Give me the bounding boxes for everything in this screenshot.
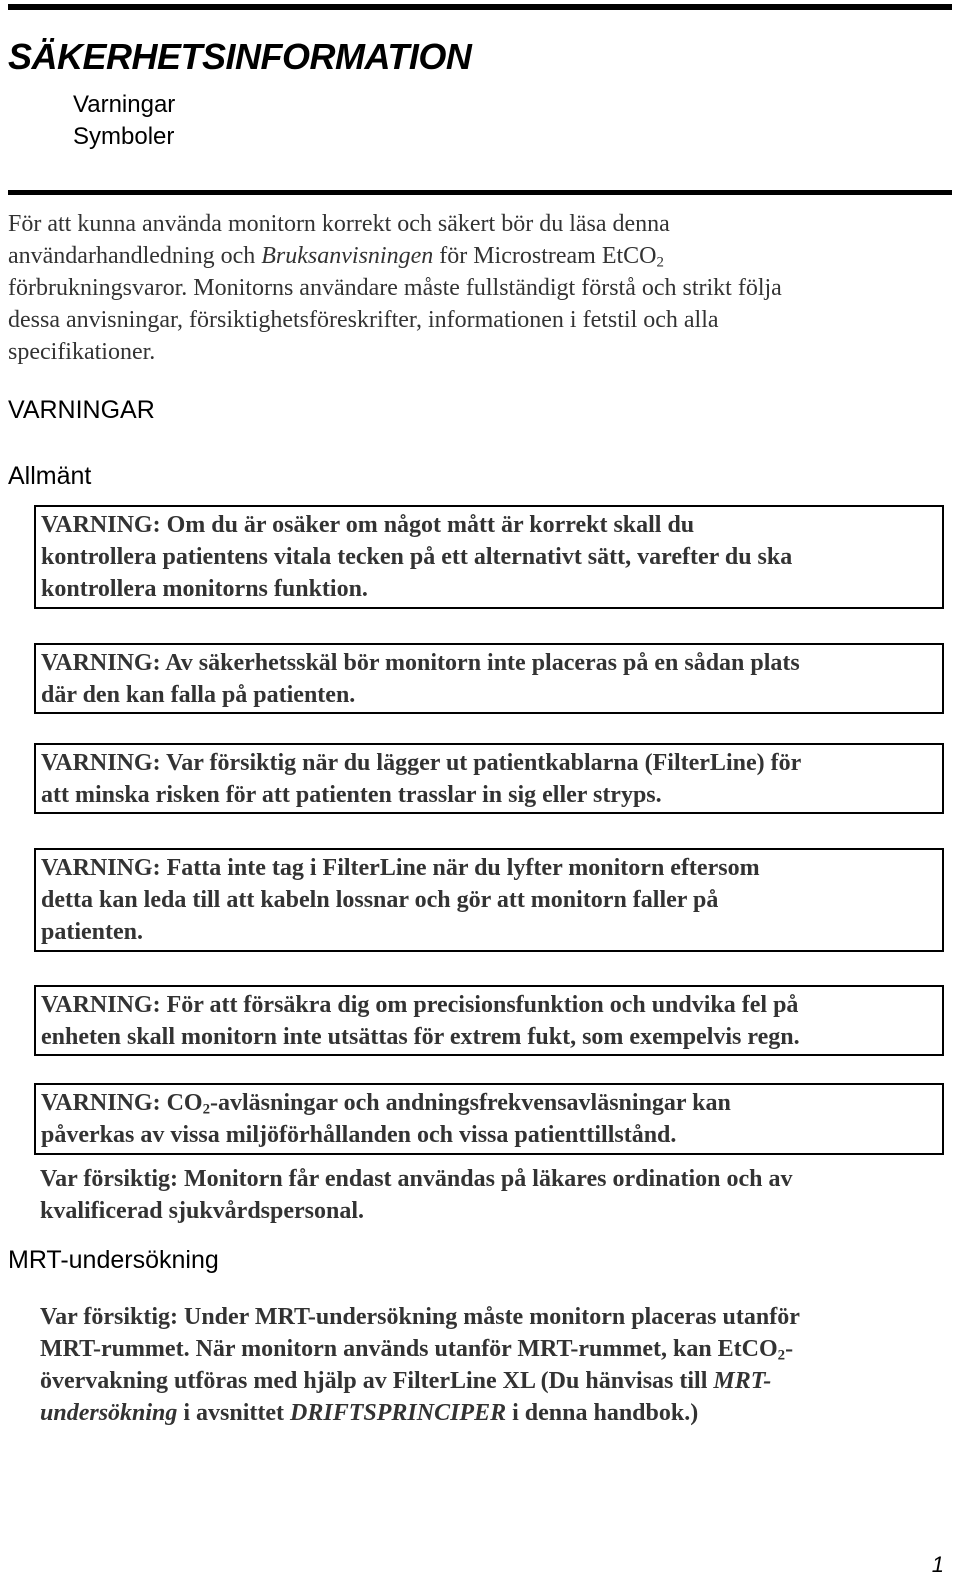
intro-paragraph xyxy=(8,208,948,368)
warning-box: VARNING: Av säkerhetsskäl bör monitorn inte placeras på en sådan plats där den kan falla på patienten. xyxy=(34,643,944,714)
intro-line: dessa anvisningar, försiktighetsföreskrifter, informationen i fetstil och alla xyxy=(8,307,719,333)
top-rule xyxy=(8,4,952,10)
general-heading: Allmänt xyxy=(8,462,92,490)
page-number: 1 xyxy=(931,1552,944,1577)
caution-note-mri: Var försiktig: Under MRT-undersökning måste monitorn placeras utanför MRT-rummet. När monitorn används utanför MRT-rummet, kan EtCO$_2$- övervakning utföras med hjälp av FilterLine XL (Du hänvisas till MRT- undersökning i avsnittet DRIFTSPRINCIPER i denna handbok.) xyxy=(40,1304,800,1426)
toc-item-varningar[interactable]: Varningar xyxy=(73,91,176,118)
intro-line: förbrukningsvaror. Monitorns användare måste fullständigt förstå och strikt följa xyxy=(8,275,782,301)
section-toc xyxy=(73,89,175,153)
intro-line: användarhandledning och Bruksanvisningen för Microstream EtCO$_2$ xyxy=(8,243,664,271)
warning-box: VARNING: För att försäkra dig om precisionsfunktion och undvika fel på enheten skall monitorn inte utsättas för extrem fukt, som exempelvis regn. xyxy=(34,985,944,1056)
warning-box: VARNING: Om du är osäker om något mått är korrekt skall du kontrollera patientens vitala tecken på ett alternativt sätt, varefter du ska kontrollera monitorns funktion. xyxy=(34,505,944,609)
warning-box: VARNING: Fatta inte tag i FilterLine när du lyfter monitorn eftersom detta kan leda till att kabeln lossnar och gör att monitorn faller på patienten. xyxy=(34,848,944,952)
page-title: SÄKERHETSINFORMATION xyxy=(8,36,472,77)
warnings-heading: VARNINGAR xyxy=(8,396,155,424)
header-rule xyxy=(8,190,952,195)
manual-title: Bruksanvisningen xyxy=(261,243,434,269)
caution-note: Var försiktig: Monitorn får endast användas på läkares ordination och av kvalificerad sjukvårdspersonal. xyxy=(40,1166,793,1224)
warning-box: VARNING: Var försiktig när du lägger ut patientkablarna (FilterLine) för att minska risken för att patienten trasslar in sig eller stryps. xyxy=(34,743,944,814)
warning-box: VARNING: $CO_2$-avläsningar och andningsfrekvensavläsningar kan påverkas av vissa miljöförhållanden och vissa patienttillstånd. xyxy=(34,1083,944,1155)
toc-item-symboler[interactable]: Symboler xyxy=(73,123,175,150)
mri-heading: MRT-undersökning xyxy=(8,1246,219,1274)
intro-line: För att kunna använda monitorn korrekt och säkert bör du läsa denna xyxy=(8,211,670,237)
intro-line: specifikationer. xyxy=(8,339,156,365)
